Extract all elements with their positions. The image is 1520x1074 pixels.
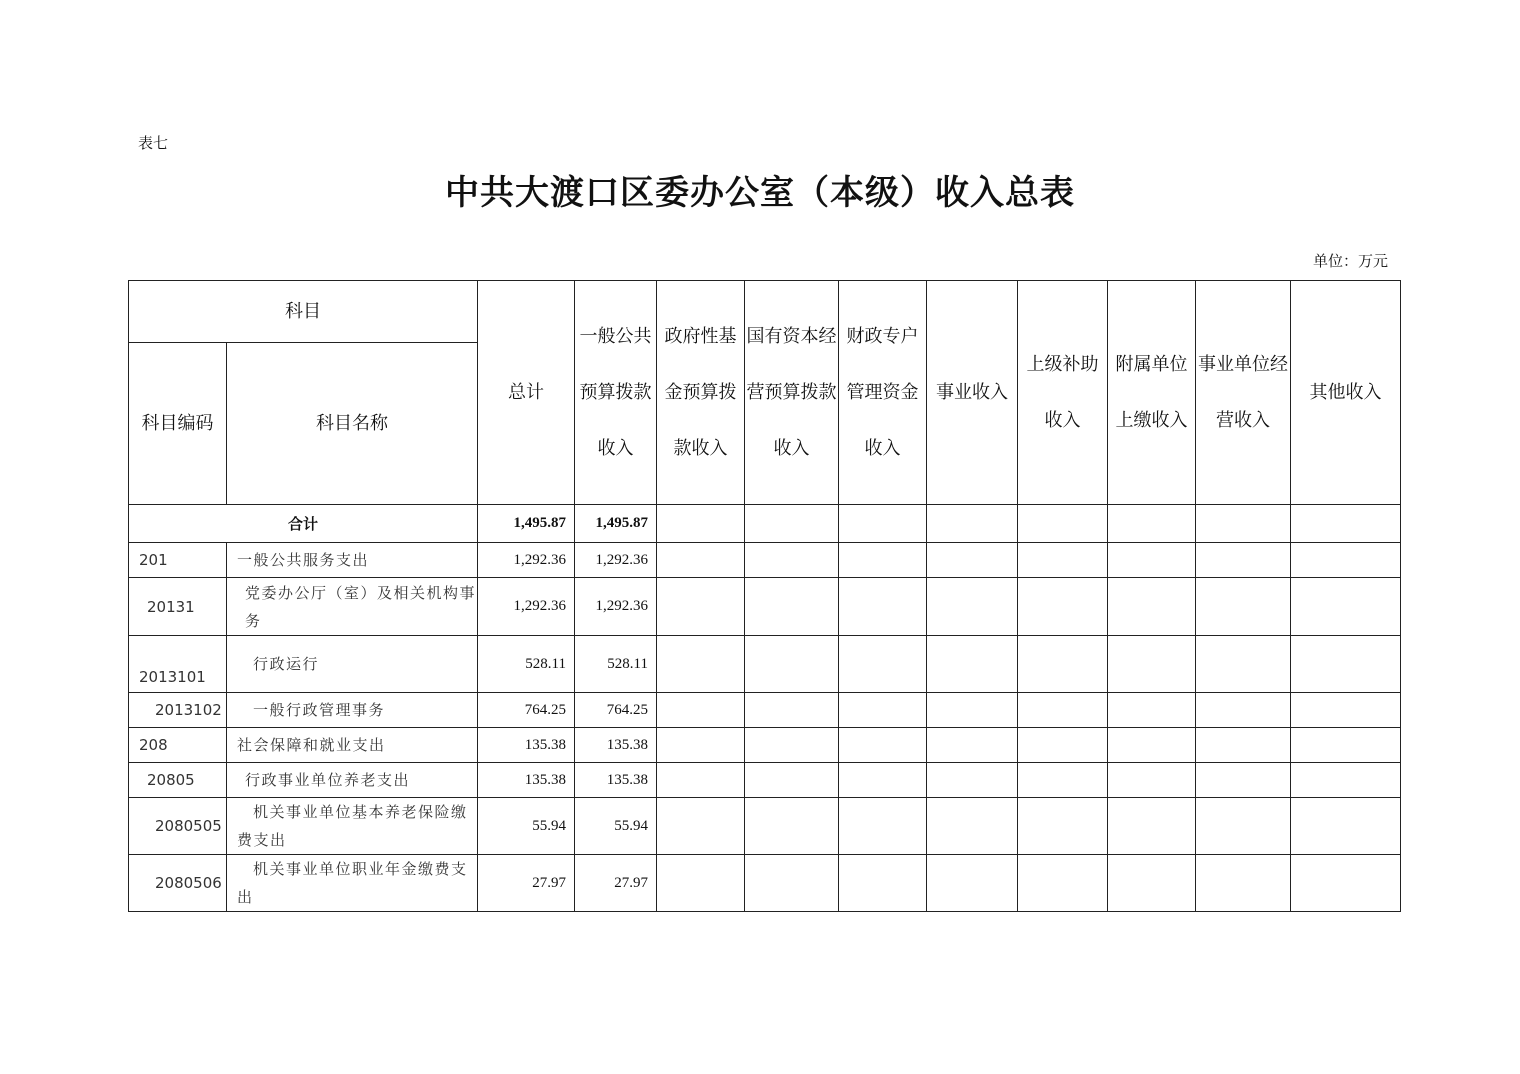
row-total: 27.97	[478, 855, 575, 912]
row-total: 135.38	[478, 728, 575, 763]
table-row	[129, 636, 1401, 693]
subject-name-header: 科目名称	[227, 343, 478, 505]
unit-label: 单位：万元	[1312, 252, 1388, 270]
affiliated-unit-header: 附属单位上缴收入	[1108, 281, 1196, 505]
row-general: 55.94	[575, 798, 657, 855]
row-total: 1,292.36	[478, 543, 575, 578]
row-general: 135.38	[575, 763, 657, 798]
row-name: 行政事业单位养老支出	[227, 763, 478, 798]
row-code: 2013102	[129, 693, 227, 728]
row-general: 27.97	[575, 855, 657, 912]
row-total: 764.25	[478, 693, 575, 728]
table-number-label: 表七	[138, 134, 169, 152]
row-name: 社会保障和就业支出	[227, 728, 478, 763]
table-row	[129, 855, 1401, 912]
row-name: 机关事业单位基本养老保险缴费支出	[227, 798, 478, 855]
row-general: 1,292.36	[575, 578, 657, 636]
row-code: 208	[129, 728, 227, 763]
row-name: 一般公共服务支出	[227, 543, 478, 578]
row-code: 2080505	[129, 798, 227, 855]
row-general: 1,292.36	[575, 543, 657, 578]
row-total: 1,292.36	[478, 578, 575, 636]
row-name: 行政运行	[227, 636, 478, 693]
row-code: 20131	[129, 578, 227, 636]
row-code: 201	[129, 543, 227, 578]
row-code: 20805	[129, 763, 227, 798]
row-name: 一般行政管理事务	[227, 693, 478, 728]
subject-code-header: 科目编码	[129, 343, 227, 505]
row-total: 528.11	[478, 636, 575, 693]
table-row	[129, 693, 1401, 728]
row-total: 55.94	[478, 798, 575, 855]
gov-fund-header: 政府性基金预算拨款收入	[657, 281, 745, 505]
total-row-general: 1,495.87	[575, 505, 657, 543]
subject-header: 科目	[129, 281, 478, 343]
table-row	[129, 763, 1401, 798]
general-budget-header: 一般公共预算拨款收入	[575, 281, 657, 505]
business-income-header: 事业收入	[927, 281, 1018, 505]
total-row-label: 合计	[129, 505, 478, 543]
row-total: 135.38	[478, 763, 575, 798]
total-row-total: 1,495.87	[478, 505, 575, 543]
income-summary-table	[128, 280, 1401, 912]
superior-subsidy-header: 上级补助收入	[1018, 281, 1108, 505]
row-general: 135.38	[575, 728, 657, 763]
row-name: 机关事业单位职业年金缴费支出	[227, 855, 478, 912]
other-income-header: 其他收入	[1291, 281, 1401, 505]
total-header: 总计	[478, 281, 575, 505]
row-general: 528.11	[575, 636, 657, 693]
table-row	[129, 578, 1401, 636]
row-code: 2080506	[129, 855, 227, 912]
table-row	[129, 543, 1401, 578]
row-name: 党委办公厅（室）及相关机构事务	[227, 578, 478, 636]
special-account-header: 财政专户管理资金收入	[839, 281, 927, 505]
total-row	[129, 505, 1401, 543]
row-general: 764.25	[575, 693, 657, 728]
state-capital-header: 国有资本经营预算拨款收入	[745, 281, 839, 505]
operating-income-header: 事业单位经营收入	[1196, 281, 1291, 505]
page-title: 中共大渡口区委办公室（本级）收入总表	[445, 173, 1075, 213]
row-code: 2013101	[129, 636, 227, 693]
table-row	[129, 798, 1401, 855]
table-row	[129, 728, 1401, 763]
